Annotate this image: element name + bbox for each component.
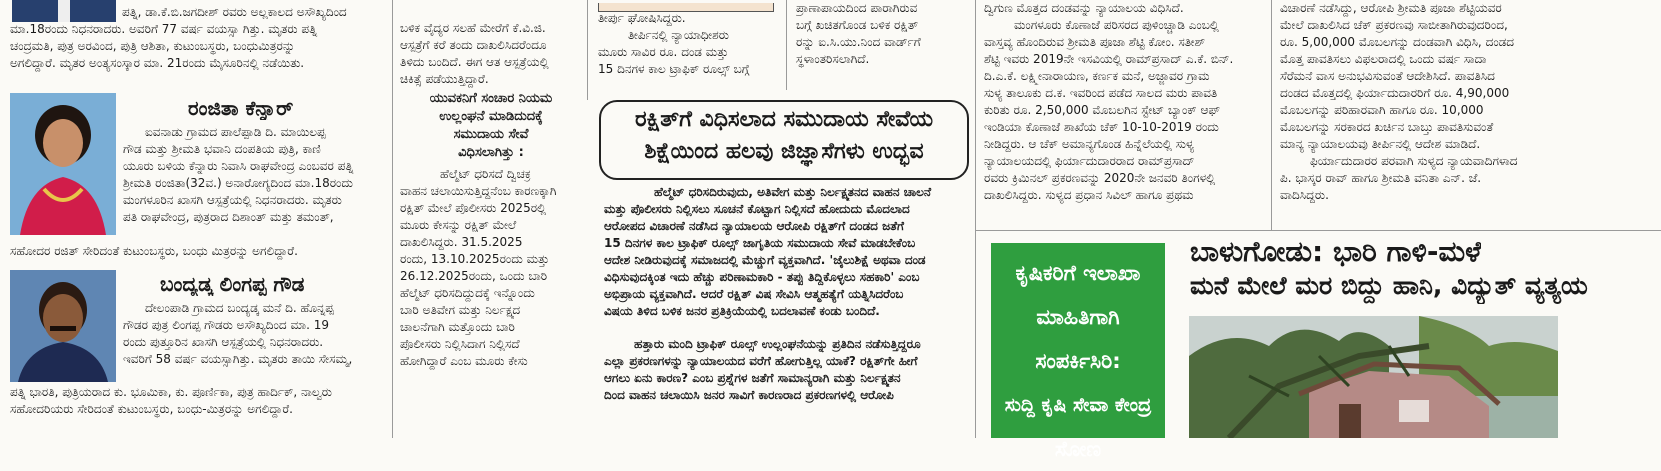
feature-headline-line2: ಶಿಕ್ಷೆಯಿಂದ ಹಲವು ಜಿಜ್ಞಾಸೆಗಳು ಉದ್ಭವ: [644, 139, 924, 164]
advert-line: ಸೋಣ: [1054, 437, 1102, 461]
advert-line: ಮಾಹಿತಿಗಾಗಿ: [1036, 305, 1120, 329]
column-divider: [587, 0, 588, 100]
feature-paragraph-2: ಹತ್ತಾರು ಮಂದಿ ಟ್ರಾಫಿಕ್ ರೂಲ್ಸ್ ಉಲ್ಲಂಘನೆಯನ್ನು ಪ್ರತಿದಿನ ನಡೆಸುತ್ತಿದ್ದರೂ ಎಲ್ಲಾ ಪ್ರಕರಣಗಳನ್ನು ನ್ಯಾಯಾಲಯದ ವರೆಗೆ ಹೋಗುತ್ತಿಲ್ಲ ಯಾಕೆ? ರಕ್ಷಿತ್‌ಗೇ ಹೀಗೆ ಆಗಲು ಏನು ಕಾರಣ? ಎಂಬ ಪ್ರಶ್ನೆಗಳ ಜತೆಗೆ ಸಾಮಾನ್ಯರಾಗಿ ಮತ್ತು ನಿರ್ಲಕ್ಷ್ಯತನ ದಿಂದ ವಾಹನ ಚಲಾಯಿಸಿ ಜನರ ಸಾವಿಗೆ ಕಾರಣರಾದ ಪ್ರಕರಣಗಳಲ್ಲಿ ಆರೋಪಿ: [604, 337, 921, 402]
obituary-body-lingappa-tail: ಪತ್ನಿ ಭಾರತಿ, ಪುತ್ರಿಯರಾದ ಕು. ಭೂಮಿಕಾ, ಕು. ಪೂರ್ಣಿಕಾ, ಪುತ್ರ ಹಾರ್ದಿಕ್, ನಾಲ್ವರು ಸಹೋದರಿಯರು ಸೇರಿದಂತೆ ಕುಟುಂಬಸ್ಥರು, ಬಂಧು-ಮಿತ್ರರನ್ನು ಅಗಲಿದ್ದಾರೆ.: [10, 385, 332, 416]
column2-subhead: ಯುವಕನಿಗೆ ಸಂಚಾರ ನಿಯಮ ಉಲ್ಲಂಘನೆ ಮಾಡಿದುದಕ್ಕೆ ಸಮುದಾಯ ಸೇವೆ ವಿಧಿಸಲಾಗಿತ್ತು :: [429, 91, 553, 160]
storm-damage-photo: [1189, 316, 1558, 438]
column4-lead: ಪ್ರಾಣಾಪಾಯದಿಂದ ಪಾರಾಗಿರುವ ಬಗ್ಗೆ ಖಚಿತಗೊಂಡ ಬಳಿಕ ರಕ್ಷಿತ್ ರನ್ನು ಐ.ಸಿ.ಯು.ನಿಂದ ವಾರ್ಡ್‌ಗೆ ಸ್ಥಳಾಂತರಿಸಲಾಗಿದೆ.: [796, 1, 921, 66]
obituary-photo-ranjitha: [10, 93, 116, 235]
obituary-photo: [12, 0, 116, 22]
obituary-body-ranjitha: ಐವನಾಡು ಗ್ರಾಮದ ಪಾಲೆಪ್ಪಾಡಿ ದಿ. ಮಾಯಿಲಪ್ಪ ಗೌಡ ಮತ್ತು ಶ್ರೀಮತಿ ಭವಾನಿ ದಂಪತಿಯ ಪುತ್ರಿ, ಕಾಣಿ ಯೂರು ಬಳಿಯ ಕೆನ್ನಾರು ನಿವಾಸಿ ರಾಘವೇಂದ್ರ ಎಂಬವರ ಪತ್ನಿ ಶ್ರೀಮತಿ ರಂಜಿತಾ(32ವ.) ಅನಾರೋಗ್ಯದಿಂದ ಮಾ.18ರಂದು ಮಂಗಳೂರಿನ ಖಾಸಗಿ ಆಸ್ಪತ್ರೆಯಲ್ಲಿ ನಿಧನರಾದರು. ಮೃತರು ಪತಿ ರಾಘವೇಂದ್ರ, ಪುತ್ರರಾದ ದಿಶಾಂತ್ ಮತ್ತು ತಮಂತ್,: [123, 125, 354, 224]
column2-lead: ಬಳಿಕ ವೈದ್ಯರ ಸಲಹೆ ಮೇರೆಗೆ ಕೆ.ವಿ.ಜಿ. ಆಸ್ಪತ್ರೆಗೆ ಕರೆ ತಂದು ದಾಖಲಿಸಿದರೆಂದೂ ತಿಳಿದು ಬಂದಿದೆ. ಈಗ ಆತ ಆಸ್ಪತ್ರೆಯಲ್ಲಿ ಚಿಕಿತ್ಸೆ ಪಡೆಯುತ್ತಿದ್ದಾರೆ.: [400, 21, 549, 86]
advert-line: ಸುದ್ದಿ ಕೃಷಿ ಸೇವಾ ಕೇಂದ್ರ: [1004, 394, 1152, 416]
obituary-prev-body: ಮಾ.18ರಂದು ನಿಧನರಾದರು. ಅವರಿಗೆ 77 ವರ್ಷ ವಯಸ್ಸಾ ಗಿತ್ತು. ಮೃತರು ಪತ್ನಿ ಚಂದ್ರಮತಿ, ಪುತ್ರ ಅರವಿಂದ, ಪುತ್ರಿ ಆಶಿತಾ, ಕುಟುಂಬಸ್ಥರು, ಬಂಧುಮಿತ್ರರನ್ನು ಅಗಲಿದ್ದಾರೆ. ಮೃತರ ಅಂತ್ಯಸಂಸ್ಕಾರ ಮಾ. 21ರಂದು ಮೈಸೂರಿನಲ್ಲಿ ನಡೆಯಿತು.: [10, 22, 318, 70]
advert-line: ಕೃಷಿಕರಿಗೆ ಇಲಾಖಾ: [1015, 261, 1141, 285]
column5-body: ದ್ವಿಗುಣ ಮೊತ್ತದ ದಂಡವನ್ನು ನ್ಯಾಯಾಲಯ ವಿಧಿಸಿದೆ. ಮಂಗಳೂರು ಕೊಣಾಜೆ ಪರಿಸರದ ಪುಳಿಂಚ್ಚಾಡಿ ಎಂಬಲ್ಲಿ ವಾಸ್ತವ್ಯ ಹೊಂದಿರುವ ಶ್ರೀಮತಿ ಪೂಜಾ ಶೆಟ್ಟಿ ಕೋಂ. ಸತೀಶ್ ಶೆಟ್ಟಿ ಇವರು 2019ನೇ ಇಸವಿಯಲ್ಲಿ ರಾಮ್‌ಪ್ರಸಾದ್ ಎ.ಕೆ. ಬಿನ್. ದಿ.ಎ.ಕೆ. ಲಕ್ಷ್ಮೀನಾರಾಯಣ, ಕರ್ಣಕ ಮನೆ, ಅಜ್ಜಾವರ ಗ್ರಾಮ ಸುಳ್ಯ ತಾಲೂಕು ದ.ಕ. ಇವರಿಂದ ಪಡೆದ ಸಾಲದ ಮರು ಪಾವತಿ ಕುರಿತು ರೂ. 2,50,000 ಮೊಬಲಗಿನ ಸ್ಟೇಟ್ ಬ್ಯಾಂಕ್ ಆಫ್ ಇಂಡಿಯಾ ಕೊಣಾಜೆ ಶಾಖೆಯ ಚೆಕ್ 10-10-2019 ರಂದು ನೀಡಿದ್ದರು. ಆ ಚೆಕ್ ಅಮಾನ್ಯಗೊಂಡ ಹಿನ್ನೆಲೆಯಲ್ಲಿ ಸುಳ್ಯ ನ್ಯಾಯಾಲಯದಲ್ಲಿ ಫಿರ್ಯಾದುದಾರರಾದ ರಾಮ್‌ಪ್ರಸಾದ್ ರವರು ಕ್ರಿಮಿನಲ್ ಪ್ರಕರಣವನ್ನು 2020ನೇ ಜನವರಿ ತಿಂಗಳಲ್ಲಿ ದಾಖಲಿಸಿದ್ದರು. ಸುಳ್ಯದ ಪ್ರಧಾನ ಸಿವಿಲ್ ಹಾಗೂ ಪ್ರಥಮ: [984, 1, 1234, 202]
section-divider: [976, 230, 1661, 231]
column-divider: [1271, 0, 1272, 230]
column3-lead: ತೀರ್ಪು ಘೋಷಿಸಿದ್ದರು. ತೀರ್ಪಿನಲ್ಲಿ ನ್ಯಾಯಾಧೀಶರು ಮೂರು ಸಾವಿರ ರೂ. ದಂಡ ಮತ್ತು 15 ದಿನಗಳ ಕಾಲ ಟ್ರಾಫಿಕ್ ರೂಲ್ಸ್ ಬಗ್ಗೆ: [598, 11, 750, 76]
obituary-prev-lead: ಪತ್ನಿ, ಡಾ.ಕೆ.ಬಿ.ಜಗದೀಶ್ ರವರು ಅಲ್ಲಕಾಲದ ಅಸೌಖ್ಯದಿಂದ: [122, 5, 347, 19]
storm-headline-line1: ಬಾಳುಗೋಡು: ಭಾರಿ ಗಾಳಿ-ಮಳೆ: [1190, 235, 1482, 268]
obituary-body-ranjitha-tail: ಸಹೋದರ ರಜಿತ್ ಸೇರಿದಂತೆ ಕುಟುಂಬಸ್ಥರು, ಬಂಧು ಮಿತ್ರರನ್ನು ಅಗಲಿದ್ದಾರೆ.: [10, 244, 298, 258]
feature-headline-line1: ರಕ್ಷಿತ್‌ಗೆ ವಿಧಿಸಲಾದ ಸಮುದಾಯ ಸೇವೆಯ: [634, 107, 934, 132]
obituary-photo-lingappa: [10, 270, 116, 382]
feature-paragraph-1: ಹೆಲ್ಮೆಟ್ ಧರಿಸದಿರುವುದು, ಅತಿವೇಗ ಮತ್ತು ನಿರ್ಲಕ್ಷ್ಯತನದ ವಾಹನ ಚಾಲನೆ ಮತ್ತು ಪೊಲೀಸರು ನಿಲ್ಲಿಸಲು ಸೂಚನೆ ಕೊಟ್ಟಾಗ ನಿಲ್ಲಿಸದೆ ಹೋದುದು ಮೊದಲಾದ ಆರೋಪದ ವಿಚಾರಣೆ ನಡೆಸಿದ ನ್ಯಾಯಾಲಯ ಆರೋಪಿ ರಕ್ಷಿತ್‌ಗೆ ದಂಡದ ಜತೆಗೆ 15 ದಿನಗಳ ಕಾಲ ಟ್ರಾಫಿಕ್ ರೂಲ್ಸ್ ಜಾಗೃತಿಯ ಸಮುದಾಯ ಸೇವೆ ಮಾಡಬೇಕೆಂಬ ಆದೇಶ ನೀಡಿರುವುದಕ್ಕೆ ಸಮಾಜದಲ್ಲಿ ಮೆಚ್ಚುಗೆ ವ್ಯಕ್ತವಾಗಿದೆ. 'ಜೈಲುಶಿಕ್ಷೆ ಅಥವಾ ದಂಡ ವಿಧಿಸುವುದಕ್ಕಿಂತ ಇದು ಹೆಚ್ಚು ಪರಿಣಾಮಕಾರಿ - ತಪ್ಪು ತಿದ್ದಿಕೊಳ್ಳಲು ಸಹಕಾರಿ' ಎಂಬ ಅಭಿಪ್ರಾಯ ವ್ಯಕ್ತವಾಗಿದೆ. ಆದರೆ ರಕ್ಷಿತ್ ವಿಷ ಸೇವಿಸಿ ಆತ್ಮಹತ್ಯೆಗೆ ಯತ್ನಿಸಿದರೆಂಬ ವಿಷಯ ತಿಳಿದ ಬಳಿಕ ಜನರ ಪ್ರತಿಕ್ರಿಯೆಯಲ್ಲಿ ಬದಲಾವಣೆ ಕಂಡು ಬಂದಿದೆ.: [604, 185, 932, 318]
obituary-name-ranjitha: ರಂಜಿತಾ ಕೆನ್ನಾರ್: [188, 96, 294, 120]
column-divider: [975, 0, 976, 438]
column2-body: ಹೆಲ್ಮೆಟ್ ಧರಿಸದೆ ದ್ವಿಚಕ್ರ ವಾಹನ ಚಲಾಯಿಸುತ್ತಿದ್ದನೆಂಬ ಕಾರಣಕ್ಕಾಗಿ ರಕ್ಷಿತ್ ಮೇಲೆ ಪೊಲೀಸರು 2025ರಲ್ಲಿ ಮೂರು ಕೇಸನ್ನು ರಕ್ಷಿತ್ ಮೇಲೆ ದಾಖಲಿಸಿದ್ದರು. 31.5.2025 ರಂದು, 13.10.2025ರಂದು ಮತ್ತು 26.12.2025ರಂದು, ಒಂದು ಬಾರಿ ಹೆಲ್ಮೆಟ್ ಧರಿಸದಿದ್ದುದಕ್ಕೆ ಇನ್ನೊಂದು ಬಾರಿ ಅತಿವೇಗ ಮತ್ತು ನಿರ್ಲಕ್ಷ್ಯದ ಚಾಲನೆಗಾಗಿ ಮತ್ತೊಂದು ಬಾರಿ ಪೊಲೀಸರು ನಿಲ್ಲಿಸಿದಾಗ ನಿಲ್ಲಿಸದೆ ಹೋಗಿದ್ದಾರೆ ಎಂಬ ಮೂರು ಕೇಸು: [400, 167, 557, 368]
krishi-seva-advert: [991, 243, 1165, 461]
column-divider: [786, 0, 787, 90]
obituary-body-lingappa: ದೇಲಂಪಾಡಿ ಗ್ರಾಮದ ಬಂದ್ಯಡ್ಕ ಮನೆ ದಿ. ಹೊನ್ನಪ್ಪ ಗೌಡರ ಪುತ್ರ ಲಿಂಗಪ್ಪ ಗೌಡರು ಅಸೌಖ್ಯದಿಂದ ಮಾ. 19 ರಂದು ಪುತ್ತೂರಿನ ಖಾಸಗಿ ಆಸ್ಪತ್ರೆಯಲ್ಲಿ ನಿಧನರಾದರು. ಇವರಿಗೆ 58 ವರ್ಷ ವಯಸ್ಸಾಗಿತ್ತು. ಮೃತರು ತಾಯಿ ಸೇಸಮ್ಮ,: [123, 301, 353, 366]
column-divider: [392, 0, 393, 438]
advert-line: ಸಂಪರ್ಕಿಸಿರಿ:: [1035, 349, 1121, 373]
column6-body: ವಿಚಾರಣೆ ನಡೆಸಿದ್ದು, ಆರೋಪಿ ಶ್ರೀಮತಿ ಪೂಜಾ ಶೆಟ್ಟಿಯವರ ಮೇಲೆ ದಾಖಲಿಸಿದ ಚೆಕ್ ಪ್ರಕರಣವು ಸಾಬೀತಾಗಿರುವುದರಿಂದ, ರೂ. 5,00,000 ಮೊಬಲಗನ್ನು ದಂಡವಾಗಿ ವಿಧಿಸಿ, ದಂಡದ ಮೊತ್ತ ಪಾವತಿಸಲು ವಿಫಲರಾದಲ್ಲಿ ಒಂದು ವರ್ಷ ಸಾದಾ ಸೆರೆಮನೆ ವಾಸ ಅನುಭವಿಸುವಂತೆ ಆದೇಶಿಸಿದೆ. ಪಾವತಿಸಿದ ದಂಡದ ಮೊತ್ತದಲ್ಲಿ ಫಿರ್ಯಾದುದಾರರಿಗೆ ರೂ. 4,90,000 ಮೊಬಲಗನ್ನು ಪರಿಹಾರವಾಗಿ ಹಾಗೂ ರೂ. 10,000 ಮೊಬಲಗನ್ನು ಸರಕಾರದ ಖರ್ಚಿನ ಬಾಬ್ತು ಪಾವತಿಸುವಂತೆ ಮಾನ್ಯ ನ್ಯಾಯಾಲಯವು ತೀರ್ಪಿನಲ್ಲಿ ಆದೇಶ ಮಾಡಿದೆ. ಫಿರ್ಯಾದುದಾರರ ಪರವಾಗಿ ಸುಳ್ಯದ ನ್ಯಾಯವಾದಿಗಳಾದ ಪಿ. ಭಾಸ್ಕರ ರಾವ್ ಹಾಗೂ ಶ್ರೀಮತಿ ವನಿತಾ ಎನ್. ಜೆ. ವಾದಿಸಿದ್ದರು.: [1280, 1, 1518, 202]
obituary-name-lingappa: ಬಂದ್ಯಡ್ಕ ಲಿಂಗಪ್ಪ ಗೌಡ: [160, 272, 305, 296]
storm-headline-line2: ಮನೆ ಮೇಲೆ ಮರ ಬಿದ್ದು ಹಾನಿ, ವಿದ್ಯುತ್ ವ್ಯತ್ಯಯ: [1190, 271, 1588, 300]
